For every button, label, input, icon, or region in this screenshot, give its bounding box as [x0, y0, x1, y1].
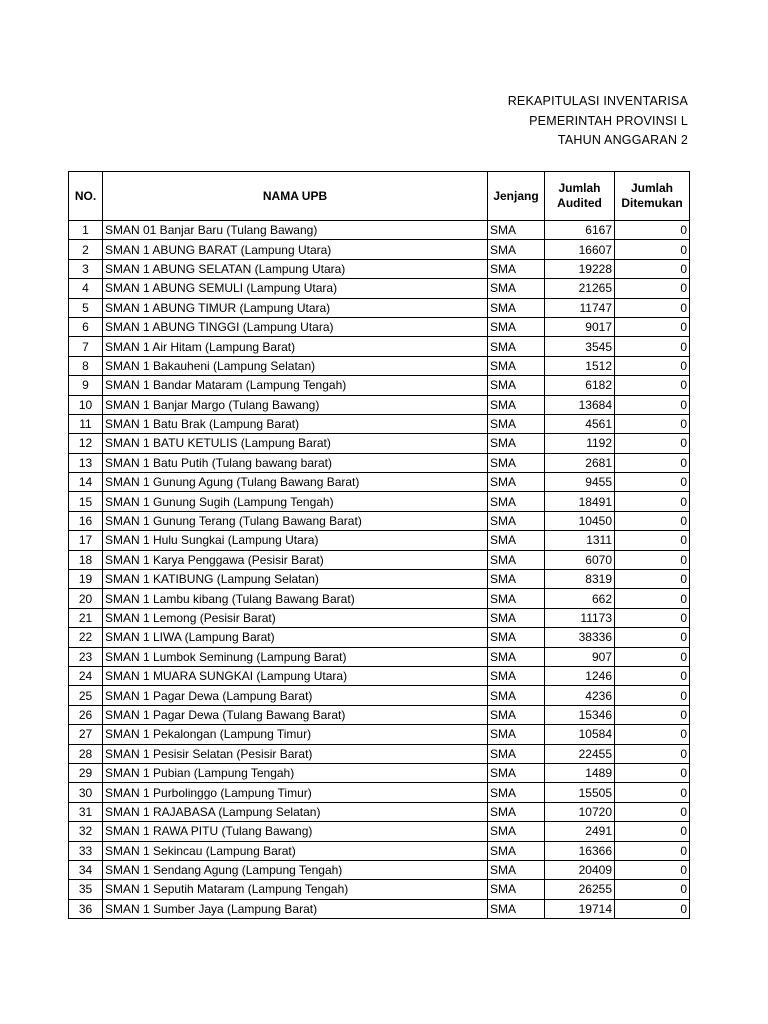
table-row: [69, 880, 690, 899]
table-row: [69, 337, 690, 356]
row-jenjang: SMA: [488, 317, 545, 336]
row-jenjang: SMA: [488, 376, 545, 395]
row-nama-upb: SMAN 1 Batu Brak (Lampung Barat): [103, 414, 488, 433]
row-nama-upb: SMAN 1 Pubian (Lampung Tengah): [103, 763, 488, 782]
row-jenjang: SMA: [488, 841, 545, 860]
table-row: [69, 356, 690, 375]
row-jenjang: SMA: [488, 802, 545, 821]
row-jenjang: SMA: [488, 783, 545, 802]
row-jumlah-ditemukan: 0: [615, 589, 690, 608]
report-year: TAHUN ANGGARAN 2: [557, 133, 688, 147]
row-jumlah-ditemukan: 0: [615, 453, 690, 472]
row-jumlah-ditemukan: 0: [615, 492, 690, 511]
table-row: [69, 608, 690, 627]
row-nama-upb: SMAN 1 Pekalongan (Lampung Timur): [103, 725, 488, 744]
row-jumlah-audited: 11173: [545, 608, 615, 627]
row-number: 10: [69, 395, 103, 414]
row-jumlah-audited: 16366: [545, 841, 615, 860]
row-number: 28: [69, 744, 103, 763]
table-row: [69, 259, 690, 278]
audited-header-label: Jumlah Audited: [557, 181, 602, 210]
row-jumlah-audited: 907: [545, 647, 615, 666]
column-header-nama-upb: NAMA UPB: [103, 172, 488, 221]
row-jumlah-ditemukan: 0: [615, 763, 690, 782]
table-body: [69, 221, 690, 919]
row-jumlah-audited: 1311: [545, 531, 615, 550]
row-jenjang: SMA: [488, 511, 545, 530]
row-jenjang: SMA: [488, 337, 545, 356]
row-jenjang: SMA: [488, 240, 545, 259]
table-row: [69, 705, 690, 724]
row-jumlah-ditemukan: 0: [615, 666, 690, 685]
row-number: 34: [69, 860, 103, 879]
row-jenjang: SMA: [488, 589, 545, 608]
table-row: [69, 434, 690, 453]
row-nama-upb: SMAN 1 Gunung Sugih (Lampung Tengah): [103, 492, 488, 511]
row-jumlah-audited: 9455: [545, 473, 615, 492]
row-jenjang: SMA: [488, 259, 545, 278]
row-jumlah-audited: 15505: [545, 783, 615, 802]
row-jumlah-audited: 15346: [545, 705, 615, 724]
row-jumlah-ditemukan: 0: [615, 744, 690, 763]
row-nama-upb: SMAN 01 Banjar Baru (Tulang Bawang): [103, 221, 488, 240]
column-header-ditemukan: [615, 172, 690, 221]
table-row: [69, 511, 690, 530]
row-jumlah-audited: 19228: [545, 259, 615, 278]
ditemukan-header-label: Jumlah Ditemukan: [621, 181, 683, 210]
table-row: [69, 899, 690, 918]
row-jumlah-audited: 18491: [545, 492, 615, 511]
row-jenjang: SMA: [488, 570, 545, 589]
row-nama-upb: SMAN 1 Pagar Dewa (Tulang Bawang Barat): [103, 705, 488, 724]
row-jenjang: SMA: [488, 473, 545, 492]
row-jumlah-audited: 9017: [545, 317, 615, 336]
row-jumlah-ditemukan: 0: [615, 356, 690, 375]
row-nama-upb: SMAN 1 Lambu kibang (Tulang Bawang Barat): [103, 589, 488, 608]
row-jumlah-audited: 4236: [545, 686, 615, 705]
row-jumlah-audited: 3545: [545, 337, 615, 356]
row-number: 4: [69, 279, 103, 298]
row-jumlah-audited: 21265: [545, 279, 615, 298]
table-row: [69, 453, 690, 472]
row-jumlah-audited: 1246: [545, 666, 615, 685]
row-jenjang: SMA: [488, 221, 545, 240]
row-jumlah-ditemukan: 0: [615, 880, 690, 899]
row-jumlah-ditemukan: 0: [615, 628, 690, 647]
table-row: [69, 763, 690, 782]
table-row: [69, 492, 690, 511]
row-nama-upb: SMAN 1 Hulu Sungkai (Lampung Utara): [103, 531, 488, 550]
row-number: 2: [69, 240, 103, 259]
row-jenjang: SMA: [488, 298, 545, 317]
row-jenjang: SMA: [488, 705, 545, 724]
row-jenjang: SMA: [488, 492, 545, 511]
table-row: [69, 860, 690, 879]
row-jumlah-ditemukan: 0: [615, 414, 690, 433]
row-jenjang: SMA: [488, 453, 545, 472]
table-row: [69, 666, 690, 685]
row-jumlah-audited: 1192: [545, 434, 615, 453]
row-number: 33: [69, 841, 103, 860]
row-jumlah-ditemukan: 0: [615, 608, 690, 627]
row-jumlah-audited: 2491: [545, 822, 615, 841]
table-row: [69, 744, 690, 763]
row-jumlah-ditemukan: 0: [615, 395, 690, 414]
row-nama-upb: SMAN 1 Batu Putih (Tulang bawang barat): [103, 453, 488, 472]
row-jenjang: SMA: [488, 628, 545, 647]
row-nama-upb: SMAN 1 MUARA SUNGKAI (Lampung Utara): [103, 666, 488, 685]
row-jumlah-audited: 38336: [545, 628, 615, 647]
row-nama-upb: SMAN 1 Purbolinggo (Lampung Timur): [103, 783, 488, 802]
row-jenjang: SMA: [488, 414, 545, 433]
row-jenjang: SMA: [488, 763, 545, 782]
table-row: [69, 647, 690, 666]
report-title: REKAPITULASI INVENTARISA: [507, 94, 688, 108]
row-jumlah-audited: 4561: [545, 414, 615, 433]
row-nama-upb: SMAN 1 Pesisir Selatan (Pesisir Barat): [103, 744, 488, 763]
row-number: 11: [69, 414, 103, 433]
row-jumlah-audited: 6182: [545, 376, 615, 395]
row-nama-upb: SMAN 1 ABUNG SEMULI (Lampung Utara): [103, 279, 488, 298]
row-nama-upb: SMAN 1 Bandar Mataram (Lampung Tengah): [103, 376, 488, 395]
row-number: 32: [69, 822, 103, 841]
row-jenjang: SMA: [488, 647, 545, 666]
row-nama-upb: SMAN 1 Seputih Mataram (Lampung Tengah): [103, 880, 488, 899]
row-jenjang: SMA: [488, 744, 545, 763]
row-number: 3: [69, 259, 103, 278]
row-jumlah-audited: 13684: [545, 395, 615, 414]
table-row: [69, 841, 690, 860]
row-nama-upb: SMAN 1 Banjar Margo (Tulang Bawang): [103, 395, 488, 414]
table-row: [69, 395, 690, 414]
row-number: 8: [69, 356, 103, 375]
table-row: [69, 822, 690, 841]
row-number: 20: [69, 589, 103, 608]
row-number: 23: [69, 647, 103, 666]
row-number: 31: [69, 802, 103, 821]
row-jumlah-audited: 1512: [545, 356, 615, 375]
row-jumlah-ditemukan: 0: [615, 473, 690, 492]
row-jumlah-ditemukan: 0: [615, 511, 690, 530]
table-row: [69, 279, 690, 298]
row-nama-upb: SMAN 1 Sumber Jaya (Lampung Barat): [103, 899, 488, 918]
row-number: 7: [69, 337, 103, 356]
row-nama-upb: SMAN 1 LIWA (Lampung Barat): [103, 628, 488, 647]
row-nama-upb: SMAN 1 ABUNG TIMUR (Lampung Utara): [103, 298, 488, 317]
table-row: [69, 473, 690, 492]
column-header-no: NO.: [69, 172, 103, 221]
row-jumlah-audited: 10720: [545, 802, 615, 821]
row-jumlah-ditemukan: 0: [615, 705, 690, 724]
row-jenjang: SMA: [488, 822, 545, 841]
row-jumlah-ditemukan: 0: [615, 899, 690, 918]
row-jumlah-ditemukan: 0: [615, 550, 690, 569]
row-jumlah-ditemukan: 0: [615, 841, 690, 860]
row-number: 13: [69, 453, 103, 472]
row-nama-upb: SMAN 1 Bakauheni (Lampung Selatan): [103, 356, 488, 375]
table-row: [69, 221, 690, 240]
row-jumlah-ditemukan: 0: [615, 240, 690, 259]
row-number: 19: [69, 570, 103, 589]
table-row: [69, 725, 690, 744]
inventory-table: [68, 171, 690, 919]
row-jumlah-ditemukan: 0: [615, 279, 690, 298]
row-jenjang: SMA: [488, 860, 545, 879]
row-jumlah-ditemukan: 0: [615, 822, 690, 841]
row-jumlah-audited: 16607: [545, 240, 615, 259]
row-jenjang: SMA: [488, 356, 545, 375]
row-jumlah-audited: 26255: [545, 880, 615, 899]
row-jumlah-ditemukan: 0: [615, 434, 690, 453]
table-row: [69, 570, 690, 589]
row-nama-upb: SMAN 1 Air Hitam (Lampung Barat): [103, 337, 488, 356]
table-row: [69, 686, 690, 705]
row-number: 15: [69, 492, 103, 511]
row-jumlah-ditemukan: 0: [615, 686, 690, 705]
row-jumlah-ditemukan: 0: [615, 337, 690, 356]
row-jumlah-ditemukan: 0: [615, 317, 690, 336]
row-nama-upb: SMAN 1 Pagar Dewa (Lampung Barat): [103, 686, 488, 705]
row-jumlah-ditemukan: 0: [615, 259, 690, 278]
table-row: [69, 298, 690, 317]
column-header-jenjang: Jenjang: [488, 172, 545, 221]
row-number: 36: [69, 899, 103, 918]
row-jumlah-ditemukan: 0: [615, 725, 690, 744]
row-nama-upb: SMAN 1 BATU KETULIS (Lampung Barat): [103, 434, 488, 453]
row-number: 9: [69, 376, 103, 395]
row-number: 18: [69, 550, 103, 569]
row-nama-upb: SMAN 1 Lumbok Seminung (Lampung Barat): [103, 647, 488, 666]
table-row: [69, 531, 690, 550]
row-jenjang: SMA: [488, 395, 545, 414]
table-row: [69, 240, 690, 259]
row-jenjang: SMA: [488, 550, 545, 569]
row-jumlah-audited: 11747: [545, 298, 615, 317]
row-number: 27: [69, 725, 103, 744]
row-number: 14: [69, 473, 103, 492]
row-number: 1: [69, 221, 103, 240]
row-jenjang: SMA: [488, 880, 545, 899]
row-jumlah-audited: 19714: [545, 899, 615, 918]
table-row: [69, 414, 690, 433]
row-jumlah-audited: 20409: [545, 860, 615, 879]
row-number: 17: [69, 531, 103, 550]
row-number: 30: [69, 783, 103, 802]
row-jenjang: SMA: [488, 608, 545, 627]
row-nama-upb: SMAN 1 KATIBUNG (Lampung Selatan): [103, 570, 488, 589]
row-jumlah-audited: 662: [545, 589, 615, 608]
table-row: [69, 783, 690, 802]
row-nama-upb: SMAN 1 Lemong (Pesisir Barat): [103, 608, 488, 627]
row-jenjang: SMA: [488, 531, 545, 550]
row-number: 29: [69, 763, 103, 782]
row-jumlah-ditemukan: 0: [615, 570, 690, 589]
row-jumlah-ditemukan: 0: [615, 531, 690, 550]
row-number: 22: [69, 628, 103, 647]
row-jumlah-audited: 6070: [545, 550, 615, 569]
row-nama-upb: SMAN 1 RAWA PITU (Tulang Bawang): [103, 822, 488, 841]
row-jumlah-audited: 10450: [545, 511, 615, 530]
row-nama-upb: SMAN 1 Gunung Agung (Tulang Bawang Barat): [103, 473, 488, 492]
row-jenjang: SMA: [488, 899, 545, 918]
row-jumlah-audited: 1489: [545, 763, 615, 782]
row-number: 21: [69, 608, 103, 627]
table-header-row: [69, 172, 690, 221]
row-nama-upb: SMAN 1 Sekincau (Lampung Barat): [103, 841, 488, 860]
row-jenjang: SMA: [488, 434, 545, 453]
row-nama-upb: SMAN 1 Gunung Terang (Tulang Bawang Barat): [103, 511, 488, 530]
row-jenjang: SMA: [488, 666, 545, 685]
table-row: [69, 628, 690, 647]
table-row: [69, 802, 690, 821]
row-jumlah-audited: 8319: [545, 570, 615, 589]
row-jumlah-ditemukan: 0: [615, 647, 690, 666]
row-number: 25: [69, 686, 103, 705]
row-number: 24: [69, 666, 103, 685]
row-jenjang: SMA: [488, 686, 545, 705]
table-row: [69, 589, 690, 608]
row-nama-upb: SMAN 1 RAJABASA (Lampung Selatan): [103, 802, 488, 821]
row-nama-upb: SMAN 1 Karya Penggawa (Pesisir Barat): [103, 550, 488, 569]
row-number: 26: [69, 705, 103, 724]
row-number: 16: [69, 511, 103, 530]
report-subtitle: PEMERINTAH PROVINSI L: [529, 114, 688, 128]
row-jumlah-audited: 6167: [545, 221, 615, 240]
row-jumlah-ditemukan: 0: [615, 376, 690, 395]
row-jenjang: SMA: [488, 279, 545, 298]
row-number: 6: [69, 317, 103, 336]
row-nama-upb: SMAN 1 ABUNG SELATAN (Lampung Utara): [103, 259, 488, 278]
row-jumlah-audited: 2681: [545, 453, 615, 472]
row-nama-upb: SMAN 1 ABUNG TINGGI (Lampung Utara): [103, 317, 488, 336]
row-jumlah-ditemukan: 0: [615, 860, 690, 879]
row-jumlah-audited: 10584: [545, 725, 615, 744]
table-row: [69, 317, 690, 336]
row-jumlah-ditemukan: 0: [615, 802, 690, 821]
row-number: 35: [69, 880, 103, 899]
row-number: 12: [69, 434, 103, 453]
row-nama-upb: SMAN 1 ABUNG BARAT (Lampung Utara): [103, 240, 488, 259]
row-jumlah-ditemukan: 0: [615, 221, 690, 240]
row-jumlah-ditemukan: 0: [615, 298, 690, 317]
column-header-audited: [545, 172, 615, 221]
row-jumlah-ditemukan: 0: [615, 783, 690, 802]
table-row: [69, 550, 690, 569]
table-row: [69, 376, 690, 395]
row-number: 5: [69, 298, 103, 317]
row-jumlah-audited: 22455: [545, 744, 615, 763]
row-jenjang: SMA: [488, 725, 545, 744]
row-nama-upb: SMAN 1 Sendang Agung (Lampung Tengah): [103, 860, 488, 879]
